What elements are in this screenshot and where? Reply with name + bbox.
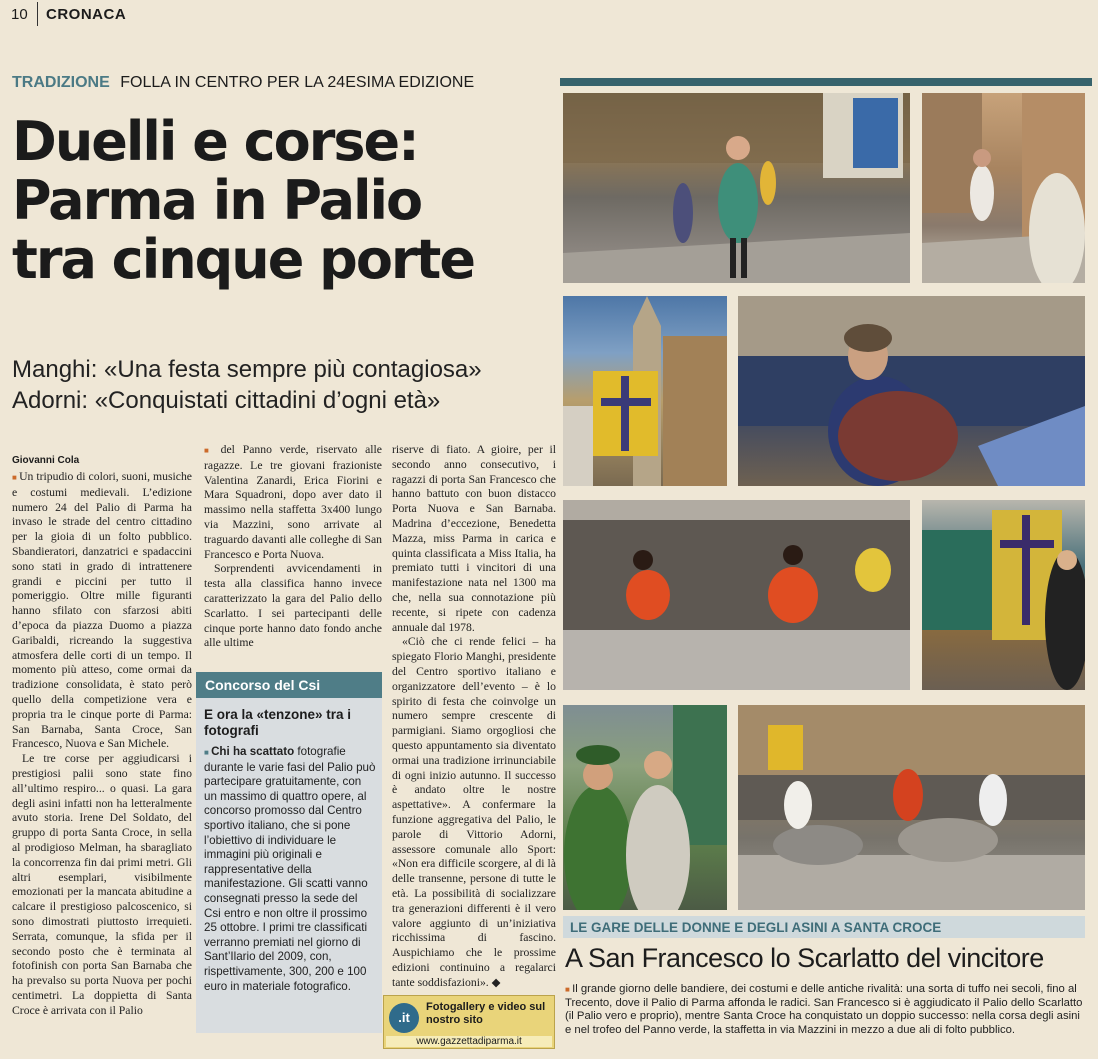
kicker-tag: TRADIZIONE — [12, 74, 110, 91]
header-divider — [37, 2, 38, 26]
sidebar-title: E ora la «tenzone» tra i fotografi — [204, 707, 352, 738]
section-name: CRONACA — [46, 6, 127, 23]
article-column-2 — [204, 443, 382, 651]
sidebar-section-title: Concorso del Csi — [196, 672, 382, 698]
kicker-text: FOLLA IN CENTRO PER LA 24ESIMA EDIZIONE — [120, 74, 475, 91]
photo-donkey-race-illustration — [738, 705, 1085, 910]
headline — [12, 112, 552, 289]
photo-banners-miss — [922, 500, 1085, 690]
caption-kicker: LE GARE DELLE DONNE E DEGLI ASINI A SANTA CROCE — [570, 920, 942, 935]
photo-duel-square-illustration — [563, 500, 910, 690]
article-paragraph: «Ciò che ci rende felici – ha spiegato Florio Manghi, presidente del Centro sportivo italiano e organizzatore dell’evento – è lo spirito di festa che coinvolge un numero sempre crescente di parmigiani. Siamo orgogliosi che questo appuntamento sia diventato ormai una tradizione irrinunciabile di ogni inizio autunno. Il successo è andato oltre le nostre aspettative». A confermare la funzione aggregativa del Palio, le parole di Vittorio Adorni, assessore comunale allo Sport: «Non era difficile scorgere, al di là delle transenne, persone di tutte le età. La possibilità di socializzare tra generazioni differenti è il vero valore aggiunto di un’iniziativa ricchissima di fascino. Auspichiamo che le prossime edizioni continuino a regalarci tante soddisfazioni». ◆ — [392, 635, 556, 989]
subhead-quote: Manghi: «Una festa sempre più contagiosa» — [12, 356, 482, 383]
photo-relay-runners — [563, 93, 910, 283]
photo-runner-street-illustration — [922, 93, 1085, 283]
site-logo-icon: .it — [389, 1003, 419, 1033]
sidebar-lead: ■ Chi ha scattato — [204, 745, 294, 758]
photo-section-rule — [560, 78, 1092, 86]
photo-flag-dancer — [738, 296, 1085, 486]
byline: Giovanni Cola — [12, 455, 80, 466]
headline-line: Parma in Palio — [12, 169, 422, 232]
article-column-3 — [392, 443, 556, 990]
photo-relay-runners-illustration — [563, 93, 910, 283]
gallery-promo-url[interactable]: www.gazzettadiparma.it — [386, 1036, 552, 1047]
article-paragraph: ■ del Panno verde, riservato alle ragazze. Le tre giovani frazioniste Valentina Zanardi, Erica Fiorini e Mara Squadroni, dopo aver dato il massimo nella staffetta 3x400 lungo via Mazzini, sono arrivate al traguardo davanti alle colleghe di San Francesco e Porta Nuova. — [204, 443, 382, 562]
caption-body: ■ Il grande giorno delle bandiere, dei costumi e delle antiche rivalità: una sorta di tuffo nei secoli, fino al Trecento, dove il Palio di Parma affonda le radici. San Francesco si è aggiudicato il Palio dello Scarlatto (il Palio vero e proprio), mentre Santa Croce ha conquistato un doppio successo: nella corsa degli asini e nel trofeo del Panno verde, la staffetta in via Mazzini in mezzo a due ali di folto pubblico. — [565, 983, 1085, 1037]
photo-runner-street — [922, 93, 1085, 283]
gallery-promo[interactable] — [383, 995, 555, 1049]
photo-duel-square — [563, 500, 910, 690]
subheadline — [12, 354, 552, 416]
photo-flag-dancer-illustration — [738, 296, 1085, 486]
headline-line: Duelli e corse: — [12, 110, 418, 173]
article-paragraph: Le tre corse per aggiudicarsi i prestigiosi palii sono state fino all’ultimo respiro... o quasi. La gara degli asini infatti non ha letteralmente avuto storia. Irene Del Soldato, del gruppo di porta Santa Croce, in sella al prodigioso Melman, ha sbaragliato la concorrenza fin dai primi metri. Gli altri esemplari, visibilmente emozionati per la mancata abitudine a calcare il prestigioso palcoscenico, si sono dimostrati piuttosto irrequieti. Serrata, comunque, la sfida per il secondo posto che è terminata al fotofinish con porta San Barnaba che ha prevalso su porta Nuova per pochi centimetri. La doppietta di Santa Croce è arrivata con il Palio — [12, 752, 192, 1017]
photo-banners-duomo-illustration — [563, 296, 727, 486]
sidebar-body — [204, 745, 376, 994]
page-number: 10 — [11, 6, 28, 23]
sidebar-text: fotografie durante le varie fasi del Palio può partecipare gratuitamente, con un massimo di quattro opere, al concorso promosso dal Centro sportivo italiano, che si pone l’obiettivo di individuare le immagini più originali e rappresentative della manifestazione. Gli scatti vanno consegnati presso la sede del Csi entro e non oltre il prossimo 25 ottobre. I primi tre classificati verranno premiati nel giorno di Sant’Ilario del 2009, con, rispettivamente, 300, 200 e 100 euro in materiale fotografico. — [204, 745, 376, 993]
article-paragraph: Sorprendenti avvicendamenti in testa alla classifica hanno invece caratterizzato la gara del Palio dello Scarlatto. I sei partecipanti delle cinque porte hanno dato fondo anche alle ultime — [204, 562, 382, 650]
photo-donkey-race — [738, 705, 1085, 910]
article-paragraph: riserve di fiato. A gioire, per il secondo anno consecutivo, i ragazzi di porta San Francesco che hanno battuto con buon distacco Porta Nuova e San Barnaba. Madrina d’eccezione, Benedetta Mazza, miss Parma in carica e quinta classificata a Miss Italia, ha premiato tutti i vincitori di una manifestazione nata nel 1300 ma che, nella sua connotazione più recente, si ripete con cadenza annuale dal 1978. — [392, 443, 556, 634]
article-column-1 — [12, 470, 192, 1018]
photo-portrait-men-illustration — [563, 705, 727, 910]
photo-banners-miss-illustration — [922, 500, 1085, 690]
caption-title: A San Francesco lo Scarlatto del vincitore — [565, 943, 1044, 973]
article-paragraph: ■ Un tripudio di colori, suoni, musiche e costumi medievali. L’edizione numero 24 del Palio di Parma ha invaso le strade del centro cittadino per la gioia di un folto pubblico. Sbandieratori, danzatrici e spadaccini sono stati in grado di intrattenere grandi e piccini per tutto il pomeriggio. Oltre mille figuranti hanno sfilato con sfarzosi abiti d’epoca da piazza Duomo a piazza Garibaldi, ricreando la suggestiva atmosfera delle corti di un tempo. Il momento più atteso, come ormai da tradizione consolidata, è stato però quello della competizione vera e propria tra le cinque porte di Parma: San Barnaba, Santa Croce, San Francesco, Nuova e San Michele. — [12, 470, 192, 752]
headline-line: tra cinque porte — [12, 228, 474, 291]
photo-portrait-men — [563, 705, 727, 910]
photo-banners-duomo — [563, 296, 727, 486]
subhead-quote: Adorni: «Conquistati cittadini d’ogni età» — [12, 387, 441, 414]
page-header — [0, 0, 1098, 34]
gallery-promo-text: Fotogallery e video sul nostro sito — [426, 1001, 546, 1026]
kicker — [12, 74, 474, 92]
